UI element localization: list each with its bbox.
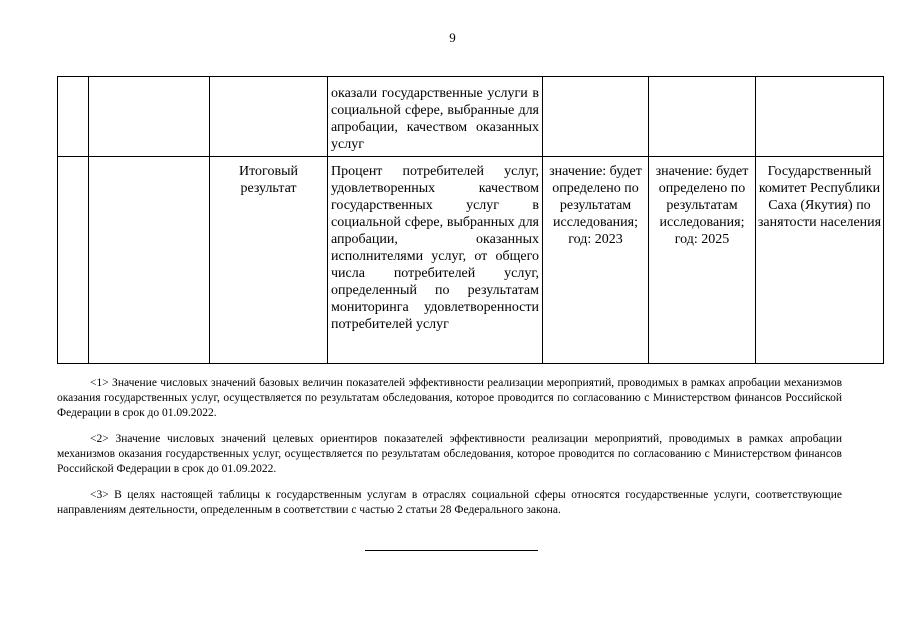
base-value-text: значение: будет определено по результатам исследования; год: 2023 [549, 164, 642, 247]
table-cell-measure [89, 77, 210, 157]
footnotes [57, 376, 842, 529]
target-value-text: значение: будет определено по результатам исследования; год: 2025 [655, 164, 749, 247]
footnote-1: <1> Значение числовых значений базовых величин показателей эффективности реализации мероприятий, проводимых в рамках апробации механизмов оказания государственных услуг, осуществляется по результатам обследования, которое проводится по согласованию с Министерством финансов Российской Федерации в срок до 01.09.2022. [57, 377, 842, 419]
table-cell-target-value [649, 77, 756, 157]
table-row [58, 77, 884, 157]
footnote-2: <2> Значение числовых значений целевых ориентиров показателей эффективности реализации мероприятий, проводимых в рамках апробации механизмов оказания государственных услуг, осуществляется по результатам обследования, которое проводится по согласованию с Министерством финансов Российской Федерации в срок до 01.09.2022. [57, 433, 842, 475]
separator-line [365, 550, 538, 551]
table-cell-result-type [210, 77, 328, 157]
indicators-table [57, 76, 884, 364]
table-cell-base-value [543, 77, 649, 157]
footnote-3: <3> В целях настоящей таблицы к государственным услугам в отраслях социальной сферы относятся государственные услуги, соответствующие направлениям деятельности, определенным в соответствии с частью 2 статьи 28 Федерального закона. [57, 489, 842, 516]
responsible-text: Государственный комитет Республики Саха (Якутия) по занятости населения [757, 164, 882, 230]
table-row [58, 157, 884, 364]
table-cell-indicator [328, 77, 543, 157]
table-cell-responsible [756, 77, 884, 157]
table-cell-measure [89, 157, 210, 364]
table-cell-base-value [543, 157, 649, 364]
table-cell-indicator [328, 157, 543, 364]
page-number: 9 [449, 30, 456, 45]
table-cell-target-value [649, 157, 756, 364]
table-cell-number [58, 157, 89, 364]
table-cell-result-type [210, 157, 328, 364]
indicator-text: оказали государственные услуги в социальной сфере, выбранные для апробации, качеством оказанных услуг [331, 86, 539, 152]
indicator-text: Процент потребителей услуг, удовлетворенных качеством государственных услуг в социальной сфере, выбранных для апробации, оказанных исполнителями услуг, от общего числа потребителей услуг, определенный по результатам мониторинга удовлетворенности потребителей услуг [331, 164, 539, 332]
table-cell-responsible [756, 157, 884, 364]
result-type-label: Итоговый результат [239, 164, 298, 196]
table-cell-number [58, 77, 89, 157]
